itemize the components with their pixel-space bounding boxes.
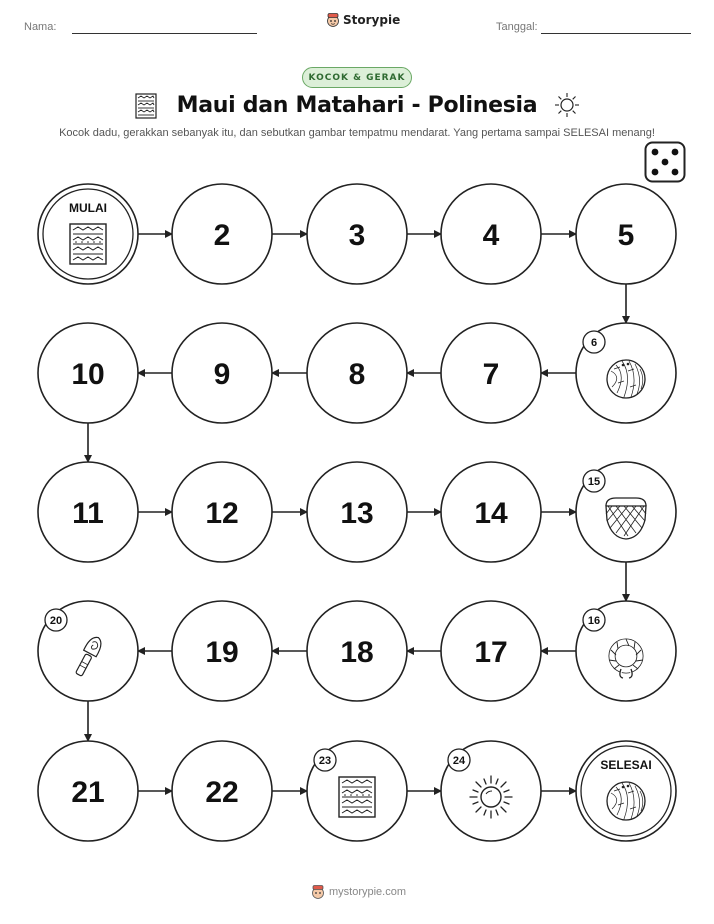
space-number: 12	[205, 497, 239, 530]
space-number: 5	[617, 219, 635, 252]
space-number-badge: 23	[318, 755, 332, 767]
tapa-cloth-icon	[339, 777, 375, 817]
board-space-10	[38, 323, 138, 423]
board-space-12	[172, 462, 272, 562]
space-number: 22	[205, 776, 239, 809]
category-badge: KOCOK & GERAK	[302, 67, 412, 88]
space-label: MULAI	[69, 201, 107, 215]
space-number: 13	[340, 497, 374, 530]
board-space-6	[576, 323, 676, 423]
space-number-badge: 24	[452, 755, 466, 767]
board-space-4	[441, 184, 541, 284]
space-number: 2	[213, 219, 231, 252]
footer	[311, 884, 406, 900]
space-number: 8	[348, 358, 366, 391]
instructions: Kocok dadu, gerakkan sebanyak itu, dan sebutkan gambar tempatmu mendarat. Yang pertama sampai SELESAI menang!	[59, 127, 655, 139]
board-space-13	[307, 462, 407, 562]
board-space-14	[441, 462, 541, 562]
sun-icon	[470, 776, 512, 818]
board-space-mulai	[38, 184, 138, 284]
board-space-11	[38, 462, 138, 562]
space-number: 4	[482, 219, 500, 252]
brand-name: Storypie	[343, 13, 401, 27]
board-space-8	[307, 323, 407, 423]
board-space-18	[307, 601, 407, 701]
board-space-selesai	[576, 741, 676, 841]
board-space-24	[441, 741, 541, 841]
board-space-2	[172, 184, 272, 284]
board-space-16	[576, 601, 676, 701]
page-title: Maui dan Matahari - Polinesia	[176, 93, 538, 118]
board-space-21	[38, 741, 138, 841]
date-label: Tanggal:	[496, 21, 538, 33]
space-number: 11	[72, 497, 104, 530]
board-space-17	[441, 601, 541, 701]
board-space-3	[307, 184, 407, 284]
coconut-icon	[607, 360, 645, 398]
footer-url: mystorypie.com	[329, 886, 407, 898]
space-number: 9	[213, 358, 231, 391]
space-number: 10	[71, 358, 105, 391]
coconut-icon	[607, 782, 645, 820]
board-space-19	[172, 601, 272, 701]
board-space-7	[441, 323, 541, 423]
name-label: Nama:	[24, 21, 57, 33]
storypie-logo-icon	[311, 884, 325, 900]
space-number-badge: 15	[587, 476, 601, 488]
space-number: 7	[482, 358, 500, 391]
board-space-5	[576, 184, 676, 284]
board-space-23	[307, 741, 407, 841]
board-space-22	[172, 741, 272, 841]
space-number: 19	[205, 636, 239, 669]
space-number-badge: 20	[49, 615, 63, 627]
board-space-20	[38, 601, 138, 701]
space-number: 17	[474, 636, 508, 669]
space-number: 18	[340, 636, 374, 669]
space-number: 3	[348, 219, 366, 252]
board-space-9	[172, 323, 272, 423]
board-space-15	[576, 462, 676, 562]
tapa-cloth-icon	[70, 224, 106, 264]
space-label: SELESAI	[600, 758, 652, 772]
space-number-badge: 16	[587, 615, 601, 627]
space-number-badge: 6	[590, 337, 598, 349]
space-number: 21	[71, 776, 105, 809]
space-number: 14	[474, 497, 508, 530]
